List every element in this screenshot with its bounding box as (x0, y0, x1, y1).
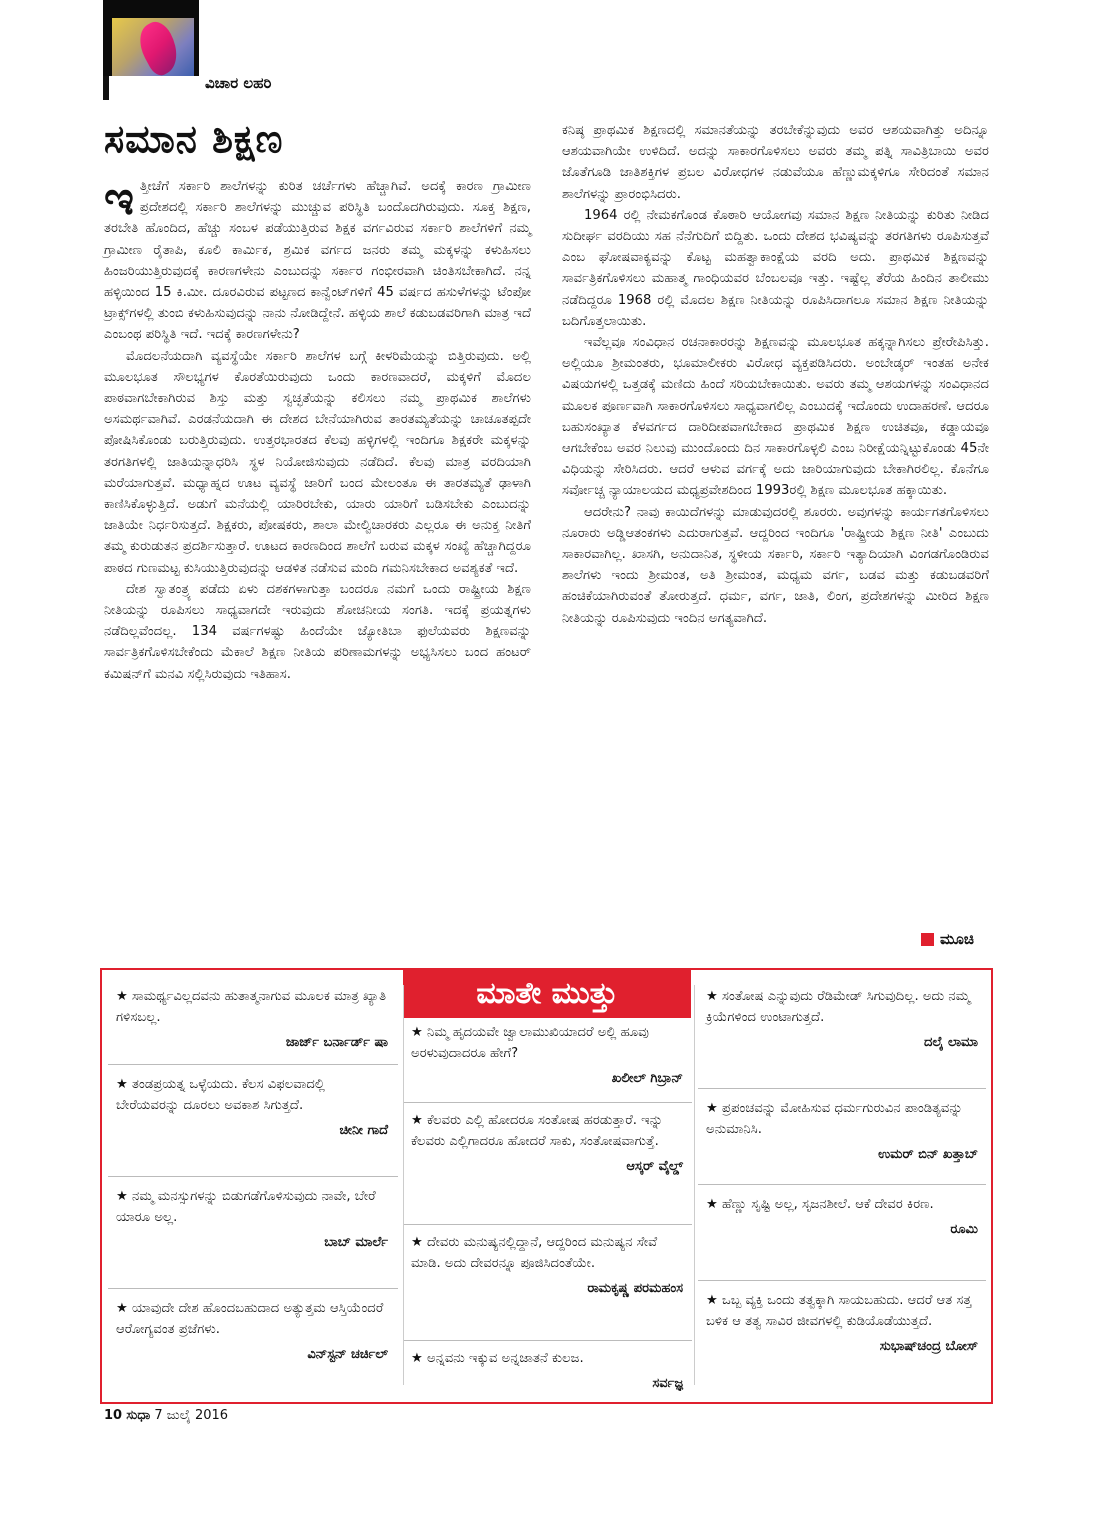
quote-item (116, 986, 388, 1053)
magazine-name: ಸುಧಾ (126, 1408, 151, 1423)
magazine-section-logo (103, 0, 199, 80)
article-paragraph: ಇತ್ತೀಚೆಗೆ ಸರ್ಕಾರಿ ಶಾಲೆಗಳನ್ನು ಕುರಿತ ಚರ್ಚೆಗಳು ಹೆಚ್ಚಾಗಿವೆ. ಅದಕ್ಕೆ ಕಾರಣ ಗ್ರಾಮೀಣ ಪ್ರದೇಶದಲ್ಲಿ ಸರ್ಕಾರಿ ಶಾಲೆಗಳನ್ನು ಮುಚ್ಚುವ ಪರಿಸ್ಥಿತಿ ಬಂದೊದಗಿರುವುದು. ಸೂಕ್ತ ಶಿಕ್ಷಣ, ತರಬೇತಿ ಹೊಂದಿದ, ಹೆಚ್ಚು ಸಂಬಳ ಪಡೆಯುತ್ತಿರುವ ಶಿಕ್ಷಕ ವರ್ಗವಿರುವ ಸರ್ಕಾರಿ ಶಾಲೆಗಳಿಗೆ ನಮ್ಮ ಗ್ರಾಮೀಣ ರೈತಾಪಿ, ಕೂಲಿ ಕಾರ್ಮಿಕ, ಶ್ರಮಿಕ ವರ್ಗದ ಜನರು ತಮ್ಮ ಮಕ್ಕಳನ್ನು ಕಳುಹಿಸಲು ಹಿಂಜರಿಯುತ್ತಿರುವುದಕ್ಕೆ ಕಾರಣಗಳೇನು ಎಂಬುದನ್ನು ಸರ್ಕಾರ ಗಂಭೀರವಾಗಿ ಚಿಂತಿಸಬೇಕಾಗಿದೆ. ನನ್ನ ಹಳ್ಳಿಯಿಂದ 15 ಕಿ.ಮೀ. ದೂರವಿರುವ ಪಟ್ಟಣದ ಕಾನ್ವೆಂಟ್‌ಗಳಿಗೆ 45 ವರ್ಷದ ಹಸುಳೆಗಳನ್ನು ಟೆಂಪೋ ಟ್ರಾಕ್ಸ್‌ಗಳಲ್ಲಿ ತುಂಬಿ ಕಳುಹಿಸುವುದನ್ನು ನಾನು ನೋಡಿದ್ದೇನೆ. ಹಳ್ಳಿಯ ಶಾಲೆ ಕಡುಬಡವರಿಗಾಗಿ ಮಾತ್ರ ಇದೆ ಎಂಬಂಥ ಪರಿಸ್ಥಿತಿ ಇದೆ. ಇದಕ್ಕೆ ಕಾರಣಗಳೇನು? (104, 171, 531, 343)
quote-divider (108, 1176, 398, 1177)
column-divider (694, 985, 695, 1385)
logo-gradient (112, 18, 194, 76)
quote-item (706, 1098, 978, 1165)
quote-text: ನಮ್ಮ ಮನಸ್ಸುಗಳನ್ನು ಬಿಡುಗಡೆಗೊಳಿಸುವುದು ನಾವೇ, ಬೇರೆ ಯಾರೂ ಅಲ್ಲ. (116, 1189, 376, 1225)
quote-text: ನಿಮ್ಮ ಹೃದಯವೇ ಜ್ವಾಲಾಮುಖಿಯಾದರೆ ಅಲ್ಲಿ ಹೂವು ಅರಳುವುದಾದರೂ ಹೇಗೆ? (411, 1025, 649, 1061)
quote-source: ದಲೈ ಲಾಮಾ (923, 1035, 978, 1050)
quote-divider (698, 1184, 986, 1185)
quote-item (411, 1022, 683, 1089)
quote-text: ಕೆಲವರು ಎಲ್ಲಿ ಹೋದರೂ ಸಂತೋಷ ಹರಡುತ್ತಾರೆ. ಇನ್ನು ಕೆಲವರು ಎಲ್ಲಿಗಾದರೂ ಹೋದರೆ ಸಾಕು, ಸಂತೋಷವಾಗುತ್ತೆ. (411, 1113, 664, 1149)
quote-source: ಖಲೀಲ್ ಗಿಬ್ರಾನ್ (611, 1071, 683, 1086)
star-icon: ★ (116, 1189, 128, 1204)
author-name: ಮೂಚಿ (940, 930, 974, 948)
quote-source: ಉಮರ್ ಬಿನ್ ಖತ್ತಾಬ್ (878, 1147, 978, 1162)
quote-divider (404, 1224, 692, 1225)
quote-item (706, 1194, 978, 1240)
drop-cap: ಇ (104, 171, 134, 225)
quote-item (116, 1298, 388, 1365)
quote-divider (404, 1340, 692, 1341)
quote-source: ಚೀನೀ ಗಾದೆ (339, 1123, 388, 1138)
article-paragraph: ಆದರೇನು? ನಾವು ಕಾಯಿದೆಗಳನ್ನು ಮಾಡುವುದರಲ್ಲಿ ಶೂರರು. ಅವುಗಳನ್ನು ಕಾರ್ಯಗತಗೊಳಿಸಲು ನೂರಾರು ಅಡ್ಡಿಆತಂಕಗಳು ಎದುರಾಗುತ್ತವೆ. ಆದ್ದರಿಂದ ಇಂದಿಗೂ 'ರಾಷ್ಟ್ರೀಯ ಶಿಕ್ಷಣ ನೀತಿ' ಎಂಬುದು ಸಾಕಾರವಾಗಿಲ್ಲ. ಖಾಸಗಿ, ಅನುದಾನಿತ, ಸ್ಥಳೀಯ ಸರ್ಕಾರಿ, ಸರ್ಕಾರಿ ಇತ್ಯಾದಿಯಾಗಿ ವಿಂಗಡಗೊಂಡಿರುವ ಶಾಲೆಗಳು ಇಂದು ಶ್ರೀಮಂತ, ಅತಿ ಶ್ರೀಮಂತ, ಮಧ್ಯಮ ವರ್ಗ, ಬಡವ ಮತ್ತು ಕಡುಬಡವರಿಗೆ ಹಂಚಿಕೆಯಾಗಿರುವಂತೆ ತೋರುತ್ತದೆ. ಧರ್ಮ, ವರ್ಗ, ಜಾತಿ, ಲಿಂಗ, ಪ್ರದೇಶಗಳನ್ನು ಮೀರಿದ ಶಿಕ್ಷಣ ನೀತಿಯನ್ನು ರೂಪಿಸುವುದು ಇಂದಿನ ಅಗತ್ಯವಾಗಿದೆ. (562, 504, 989, 626)
quote-divider (698, 1280, 986, 1281)
issue-date: 7 ಜುಲೈ 2016 (154, 1408, 229, 1423)
quote-source: ಸರ್ವಜ್ಞ (652, 1376, 683, 1391)
quote-text: ತಂಡಪ್ರಯತ್ನ ಒಳ್ಳೆಯದು. ಕೆಲಸ ವಿಫಲವಾದಲ್ಲಿ ಬೇರೆಯವರನ್ನು ದೂರಲು ಅವಕಾಶ ಸಿಗುತ್ತದೆ. (116, 1077, 325, 1113)
quote-item (706, 986, 978, 1053)
quote-item (411, 1110, 683, 1177)
star-icon: ★ (116, 1301, 128, 1316)
author-byline (921, 930, 974, 948)
star-icon: ★ (706, 1197, 718, 1212)
quote-source: ಜಾರ್ಜ್ ಬರ್ನಾರ್ಡ್ ಷಾ (285, 1035, 388, 1050)
feather-icon (132, 17, 186, 79)
quote-text: ಅನ್ನವನು ಇಕ್ಕುವ ಅನ್ನಜಾತನೆ ಕುಲಜ. (427, 1351, 584, 1366)
star-icon: ★ (411, 1235, 423, 1250)
quote-text: ದೇವರು ಮನುಷ್ಯನಲ್ಲಿದ್ದಾನೆ, ಆದ್ದರಿಂದ ಮನುಷ್ಯನ ಸೇವೆ ಮಾಡಿ. ಅದು ದೇವರನ್ನೂ ಪೂಜಿಸಿದಂತೆಯೇ. (411, 1235, 658, 1271)
star-icon: ★ (116, 1077, 128, 1092)
star-icon: ★ (411, 1113, 423, 1128)
quote-divider (404, 1102, 692, 1103)
star-icon: ★ (411, 1351, 423, 1366)
quote-divider (108, 1288, 398, 1289)
quote-source: ಆಸ್ಕರ್ ವೈಲ್ಡ್ (626, 1159, 683, 1174)
article-paragraph: ದೇಶ ಸ್ವಾತಂತ್ರ್ಯ ಪಡೆದು ಏಳು ದಶಕಗಳಾಗುತ್ತಾ ಬಂದರೂ ನಮಗೆ ಒಂದು ರಾಷ್ಟ್ರೀಯ ಶಿಕ್ಷಣ ನೀತಿಯನ್ನು ರೂಪಿಸಲು ಸಾಧ್ಯವಾಗದೇ ಇರುವುದು ಶೋಚನೀಯ ಸಂಗತಿ. ಇದಕ್ಕೆ ಪ್ರಯತ್ನಗಳು ನಡೆದಿಲ್ಲವೆಂದಲ್ಲ. 134 ವರ್ಷಗಳಷ್ಟು ಹಿಂದೆಯೇ ಜ್ಯೋತಿಬಾ ಫುಲೆಯವರು ಶಿಕ್ಷಣವನ್ನು ಸಾರ್ವತ್ರಿಕಗೊಳಿಸಬೇಕೆಂದು ಮೆಕಾಲೆ ಶಿಕ್ಷಣ ನೀತಿಯ ಪರಿಣಾಮಗಳನ್ನು ಅಭ್ಯಸಿಸಲು ಬಂದ ಹಂಟರ್ ಕಮಿಷನ್‌ಗೆ ಮನವಿ ಸಲ್ಲಿಸಿರುವುದು ಇತಿಹಾಸ. (104, 581, 531, 682)
quote-text: ಹೆಣ್ಣು ಸೃಷ್ಟಿ ಅಲ್ಲ, ಸೃಜನಶೀಲೆ. ಆಕೆ ದೇವರ ಕಿರಣ. (722, 1197, 934, 1212)
section-label: ವಿಚಾರ ಲಹರಿ (205, 74, 272, 92)
article-column-left (104, 171, 531, 685)
page-footer (104, 1408, 228, 1423)
quote-source: ರೂಮಿ (950, 1222, 978, 1237)
quote-text: ಸಂತೋಷ ಎನ್ನುವುದು ರೆಡಿಮೇಡ್ ಸಿಗುವುದಿಲ್ಲ. ಅದು ನಮ್ಮ ಕ್ರಿಯೆಗಳಿಂದ ಉಂಟಾಗುತ್ತದೆ. (706, 989, 971, 1025)
quote-source: ರಾಮಕೃಷ್ಣ ಪರಮಹಂಸ (587, 1281, 683, 1296)
quotes-heading: ಮಾತೇ ಮುತ್ತು (403, 968, 691, 1018)
article-paragraph: ಮೊದಲನೆಯದಾಗಿ ವ್ಯವಸ್ಥೆಯೇ ಸರ್ಕಾರಿ ಶಾಲೆಗಳ ಬಗ್ಗೆ ಕೀಳರಿಮೆಯನ್ನು ಬಿತ್ತಿರುವುದು. ಅಲ್ಲಿ ಮೂಲಭೂತ ಸೌಲಭ್ಯಗಳ ಕೊರತೆಯಿರುವುದು ಒಂದು ಕಾರಣವಾದರೆ, ಮಕ್ಕಳಿಗೆ ಮೊದಲ ಪಾಠವಾಗಬೇಕಾಗಿರುವ ಶಿಸ್ತು ಮತ್ತು ಸ್ವಚ್ಛತೆಯನ್ನು ಕಲಿಸಲು ನಮ್ಮ ಪ್ರಾಥಮಿಕ ಶಾಲೆಗಳು ಅಸಮರ್ಥವಾಗಿವೆ. ಎರಡನೆಯದಾಗಿ ಈ ದೇಶದ ಬೇನೆಯಾಗಿರುವ ತಾರತಮ್ಯತೆಯನ್ನು ಚಾಚೂತಪ್ಪದೇ ಪೋಷಿಸಿಕೊಂಡು ಬರುತ್ತಿರುವುದು. ಉತ್ತರಭಾರತದ ಕೆಲವು ಹಳ್ಳಿಗಳಲ್ಲಿ ಇಂದಿಗೂ ಶಿಕ್ಷಕರೇ ಮಕ್ಕಳನ್ನು ತರಗತಿಗಳಲ್ಲಿ ಜಾತಿಯನ್ನಾಧರಿಸಿ ಸ್ಥಳ ನಿಯೋಜಿಸುವುದು ನಡೆದಿದೆ. ಕೆಲವು ಮಾತ್ರ ವರದಿಯಾಗಿ ಮರೆಯಾಗುತ್ತವೆ. ಮಧ್ಯಾಹ್ನದ ಊಟ ವ್ಯವಸ್ಥೆ ಜಾರಿಗೆ ಬಂದ ಮೇಲಂತೂ ಈ ತಾರತಮ್ಯತೆ ಢಾಳಾಗಿ ಕಾಣಿಸಿಕೊಳ್ಳುತ್ತಿದೆ. ಅಡುಗೆ ಮನೆಯಲ್ಲಿ ಯಾರಿರಬೇಕು, ಯಾರು ಯಾರಿಗೆ ಬಡಿಸಬೇಕು ಎಂಬುದನ್ನು ಜಾತಿಯೇ ನಿರ್ಧರಿಸುತ್ತದೆ. ಶಿಕ್ಷಕರು, ಪೋಷಕರು, ಶಾಲಾ ಮೇಲ್ವಿಚಾರಕರು ಎಲ್ಲರೂ ಈ ಅನುಕ್ತ ನೀತಿಗೆ ತಮ್ಮ ಕುರುಡುತನ ಪ್ರದರ್ಶಿಸುತ್ತಾರೆ. ಊಟದ ಕಾರಣದಿಂದ ಶಾಲೆಗೆ ಬರುವ ಮಕ್ಕಳ ಸಂಖ್ಯೆ ಹೆಚ್ಚಾಗಿದ್ದರೂ ಪಾಠದ ಗುಣಮಟ್ಟ ಕುಸಿಯುತ್ತಿರುವುದನ್ನು ಆಡಳಿತ ನಡೆಸುವ ಮಂದಿ ಗಮನಿಸಬೇಕಾದ ಅವಶ್ಯಕತೆ ಇದೆ. (104, 348, 531, 576)
quote-divider (108, 1064, 398, 1065)
star-icon: ★ (706, 1293, 718, 1308)
quote-text: ಸಾಮರ್ಥ್ಯವಿಲ್ಲದವನು ಹುತಾತ್ಮನಾಗುವ ಮೂಲಕ ಮಾತ್ರ ಖ್ಯಾತಿ ಗಳಿಸಬಲ್ಲ. (116, 989, 387, 1025)
article-column-right (562, 120, 989, 629)
article-paragraph: ಇವೆಲ್ಲವೂ ಸಂವಿಧಾನ ರಚನಾಕಾರರನ್ನು ಶಿಕ್ಷಣವನ್ನು ಮೂಲಭೂತ ಹಕ್ಕನ್ನಾಗಿಸಲು ಪ್ರೇರೇಪಿಸಿತ್ತು. ಅಲ್ಲಿಯೂ ಶ್ರೀಮಂತರು, ಭೂಮಾಲೀಕರು ವಿರೋಧ ವ್ಯಕ್ತಪಡಿಸಿದರು. ಅಂಬೇಡ್ಕರ್ ಇಂತಹ ಅನೇಕ ವಿಷಯಗಳಲ್ಲಿ ಒತ್ತಡಕ್ಕೆ ಮಣಿದು ಹಿಂದೆ ಸರಿಯಬೇಕಾಯಿತು. ಅವರು ತಮ್ಮ ಆಶಯಗಳನ್ನು ಸಂವಿಧಾನದ ಮೂಲಕ ಪೂರ್ಣವಾಗಿ ಸಾಕಾರಗೊಳಿಸಲು ಸಾಧ್ಯವಾಗಲಿಲ್ಲ ಎಂಬುದಕ್ಕೆ ಇದೊಂದು ಉದಾಹರಣೆ. ಆದರೂ ಬಹುಸಂಖ್ಯಾತ ಕೆಳವರ್ಗದ ದಾರಿದೀಪವಾಗಬೇಕಾದ ಪ್ರಾಥಮಿಕ ಶಿಕ್ಷಣ ಉಚಿತವೂ, ಕಡ್ಡಾಯವೂ ಆಗಬೇಕೆಂಬ ಅವರ ನಿಲುವು ಮುಂದೊಂದು ದಿನ ಸಾಕಾರಗೊಳ್ಳಲಿ ಎಂಬ ನಿರೀಕ್ಷೆಯನ್ನಿಟ್ಟುಕೊಂಡು 45ನೇ ವಿಧಿಯನ್ನು ಸೇರಿಸಿದರು. ಆದರೆ ಆಳುವ ವರ್ಗಕ್ಕೆ ಅದು ಜಾರಿಯಾಗುವುದು ಬೇಕಾಗಿರಲಿಲ್ಲ. ಕೊನೆಗೂ ಸರ್ವೋಚ್ಚ ನ್ಯಾಯಾಲಯದ ಮಧ್ಯಪ್ರವೇಶದಿಂದ 1993ರಲ್ಲಿ ಶಿಕ್ಷಣ ಮೂಲಭೂತ ಹಕ್ಕಾಯಿತು. (562, 335, 989, 499)
page-number: 10 (104, 1408, 123, 1423)
quote-item (411, 1232, 683, 1299)
column-divider (403, 985, 404, 1385)
quote-text: ಯಾವುದೇ ದೇಶ ಹೊಂದಬಹುದಾದ ಅತ್ಯುತ್ತಮ ಆಸ್ತಿಯೆಂದರೆ ಆರೋಗ್ಯವಂತ ಪ್ರಜೆಗಳು. (116, 1301, 384, 1337)
article-paragraph: 1964 ರಲ್ಲಿ ನೇಮಕಗೊಂಡ ಕೊಠಾರಿ ಆಯೋಗವು ಸಮಾನ ಶಿಕ್ಷಣ ನೀತಿಯನ್ನು ಕುರಿತು ನೀಡಿದ ಸುದೀರ್ಘ ವರದಿಯು ಸಹ ನೆನೆಗುದಿಗೆ ಬಿದ್ದಿತು. ಒಂದು ದೇಶದ ಭವಿಷ್ಯವನ್ನು ತರಗತಿಗಳು ರೂಪಿಸುತ್ತವೆ ಎಂಬ ಘೋಷವಾಕ್ಯವನ್ನು ಕೊಟ್ಟ ಮಹತ್ವಾಕಾಂಕ್ಷೆಯ ವರದಿ ಅದು. ಪ್ರಾಥಮಿಕ ಶಿಕ್ಷಣವನ್ನು ಸಾರ್ವತ್ರಿಕಗೊಳಿಸಲು ಮಹಾತ್ಮ ಗಾಂಧಿಯವರ ಬೆಂಬಲವೂ ಇತ್ತು. ಇಷ್ಟೆಲ್ಲ ತೆರೆಯ ಹಿಂದಿನ ತಾಲೀಮು ನಡೆದಿದ್ದರೂ 1968 ರಲ್ಲಿ ಮೊದಲ ಶಿಕ್ಷಣ ನೀತಿಯನ್ನು ರೂಪಿಸಿದಾಗಲೂ ಸಮಾನ ಶಿಕ್ಷಣ ನೀತಿಯನ್ನು ಬದಿಗೊತ್ತಲಾಯಿತು. (562, 207, 989, 329)
quote-text: ಪ್ರಪಂಚವನ್ನು ಮೋಹಿಸುವ ಧರ್ಮಗುರುವಿನ ಪಾಂಡಿತ್ಯವನ್ನು ಅನುಮಾನಿಸಿ. (706, 1101, 963, 1137)
quote-source: ಸುಭಾಷ್‌ಚಂದ್ರ ಬೋಸ್ (879, 1339, 978, 1354)
quote-source: ಬಾಬ್ ಮಾರ್ಲೆ (324, 1235, 388, 1250)
star-icon: ★ (706, 989, 718, 1004)
logo-bar (103, 76, 199, 100)
star-icon: ★ (706, 1101, 718, 1116)
red-square-icon (921, 933, 934, 946)
quote-source: ವಿನ್‌ಸ್ಟನ್ ಚರ್ಚಿಲ್ (307, 1347, 388, 1362)
article-title: ಸಮಾನ ಶಿಕ್ಷಣ (104, 116, 284, 161)
quote-item (116, 1186, 388, 1253)
star-icon: ★ (116, 989, 128, 1004)
quote-item (411, 1348, 683, 1394)
quote-text: ಒಬ್ಬ ವ್ಯಕ್ತಿ ಒಂದು ತತ್ವಕ್ಕಾಗಿ ಸಾಯಬಹುದು. ಆದರೆ ಆತ ಸತ್ತ ಬಳಿಕ ಆ ತತ್ವ ಸಾವಿರ ಜೀವಗಳಲ್ಲಿ ಕುಡಿಯೊಡೆಯುತ್ತದೆ. (706, 1293, 972, 1329)
quote-item (116, 1074, 388, 1141)
article-paragraph: ಕನಿಷ್ಠ ಪ್ರಾಥಮಿಕ ಶಿಕ್ಷಣದಲ್ಲಿ ಸಮಾನತೆಯನ್ನು ತರಬೇಕೆನ್ನುವುದು ಅವರ ಆಶಯವಾಗಿತ್ತು ಅದಿನ್ನೂ ಆಶಯವಾಗಿಯೇ ಉಳಿದಿದೆ. ಅದನ್ನು ಸಾಕಾರಗೊಳಿಸಲು ಅವರು ತಮ್ಮ ಪತ್ನಿ ಸಾವಿತ್ರಿಬಾಯಿ ಅವರ ಜೊತೆಗೂಡಿ ಜಾತಿಶಕ್ತಿಗಳ ಪ್ರಬಲ ವಿರೋಧಗಳ ನಡುವೆಯೂ ಹೆಣ್ಣುಮಕ್ಕಳಿಗೂ ಸೇರಿದಂತೆ ಸಮಾನ ಶಾಲೆಗಳನ್ನು ಪ್ರಾರಂಭಿಸಿದರು. (562, 123, 989, 202)
quote-item (706, 1290, 978, 1357)
quote-divider (698, 1088, 986, 1089)
star-icon: ★ (411, 1025, 423, 1040)
